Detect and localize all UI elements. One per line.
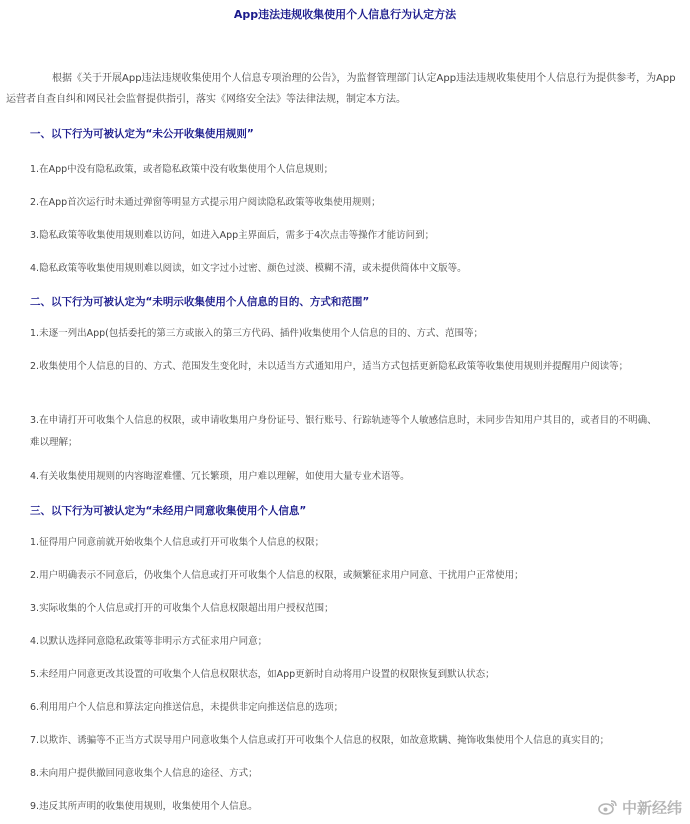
watermark	[598, 796, 682, 818]
section-3-item-1: 1.征得用户同意前就开始收集个人信息或打开可收集个人信息的权限；	[30, 537, 325, 548]
section-3-item-9: 9.违反其所声明的收集使用规则，收集使用个人信息。	[30, 801, 258, 812]
section-1-item-4: 4.隐私政策等收集使用规则难以阅读，如文字过小过密、颜色过淡、模糊不清，或未提供简体中文版等。	[30, 263, 467, 274]
section-3-item-8: 8.未向用户提供撤回同意收集个人信息的途径、方式；	[30, 768, 258, 779]
section-2-heading: 二、以下行为可被认定为“未明示收集使用个人信息的目的、方式和范围”	[30, 296, 370, 308]
section-3-item-6: 6.利用用户个人信息和算法定向推送信息，未提供非定向推送信息的选项；	[30, 702, 344, 713]
section-1-item-2: 2.在App首次运行时未通过弹窗等明显方式提示用户阅读隐私政策等收集使用规则；	[30, 197, 381, 208]
section-2-item-1: 1.未逐一列出App(包括委托的第三方或嵌入的第三方代码、插件)收集使用个人信息的目的、方式、范围等；	[30, 328, 484, 339]
section-2-item-3: 3.在申请打开可收集个人信息的权限，或申请收集用户身份证号、银行账号、行踪轨迹等个人敏感信息时，未同步告知用户其目的，或者目的不明确、难以理解；	[30, 415, 657, 448]
section-3-heading: 三、以下行为可被认定为“未经用户同意收集使用个人信息”	[30, 505, 307, 517]
weibo-icon	[598, 799, 618, 815]
section-3-item-5: 5.未经用户同意更改其设置的可收集个人信息权限状态，如App更新时自动将用户设置的权限恢复到默认状态；	[30, 669, 495, 680]
section-3-item-4: 4.以默认选择同意隐私政策等非明示方式征求用户同意；	[30, 636, 268, 647]
section-1-item-3: 3.隐私政策等收集使用规则难以访问，如进入App主界面后，需多于4次点击等操作才能访问到；	[30, 230, 435, 241]
section-3-item-7: 7.以欺诈、诱骗等不正当方式误导用户同意收集个人信息或打开可收集个人信息的权限，如故意欺瞒、掩饰收集使用个人信息的真实目的；	[30, 735, 610, 746]
section-2-item-2: 2.收集使用个人信息的目的、方式、范围发生变化时，未以适当方式通知用户，适当方式包括更新隐私政策等收集使用规则并提醒用户阅读等；	[30, 361, 629, 372]
section-1-heading: 一、以下行为可被认定为“未公开收集使用规则”	[30, 128, 254, 140]
section-3-item-3: 3.实际收集的个人信息或打开的可收集个人信息权限超出用户授权范围；	[30, 603, 334, 614]
watermark-text: 中新经纬	[621, 798, 682, 817]
section-2-item-4: 4.有关收集使用规则的内容晦涩难懂、冗长繁琐，用户难以理解，如使用大量专业术语等。	[30, 471, 410, 482]
intro-paragraph: 根据《关于开展App违法违规收集使用个人信息专项治理的公告》，为监督管理部门认定App违法违规收集使用个人信息行为提供参考，为App运营者自查自纠和网民社会监督提供指引，落实《网络安全法》等法律法规，制定本方法。	[6, 73, 676, 105]
section-1-item-1: 1.在App中没有隐私政策，或者隐私政策中没有收集使用个人信息规则；	[30, 164, 334, 175]
section-3-item-2: 2.用户明确表示不同意后，仍收集个人信息或打开可收集个人信息的权限，或频繁征求用户同意、干扰用户正常使用；	[30, 570, 524, 581]
document-title: App违法违规收集使用个人信息行为认定方法	[233, 8, 457, 21]
